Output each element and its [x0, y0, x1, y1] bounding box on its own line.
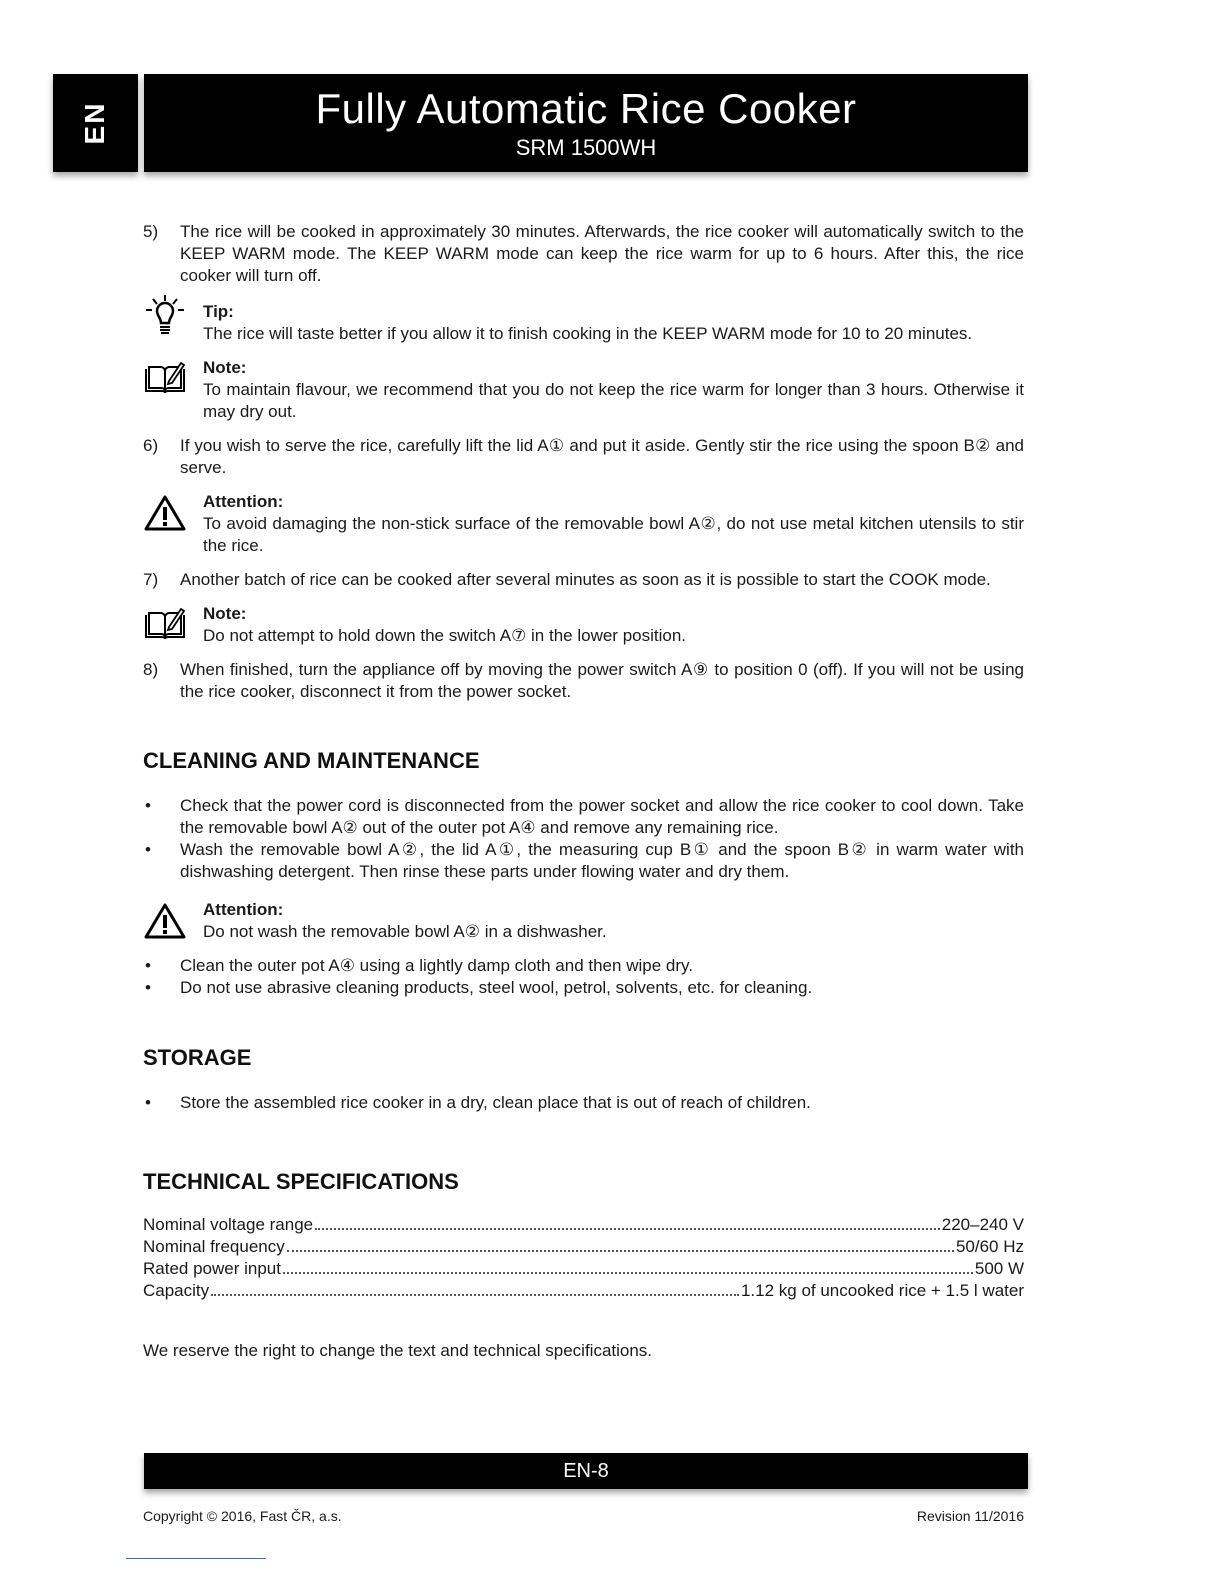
list-item [143, 795, 1024, 839]
note-text: Do not attempt to hold down the switch A⑦ in the lower position. [203, 626, 687, 645]
list-item-text: Do not use abrasive cleaning products, steel wool, petrol, solvents, etc. for cleaning. [180, 978, 813, 997]
list-item [143, 977, 1024, 999]
warning-icon [143, 899, 187, 943]
attention-text: To avoid damaging the non-stick surface of the removable bowl A②, do not use metal kitchen utensils to stir the rice. [203, 514, 1024, 555]
spec-label: Capacity [143, 1281, 210, 1300]
specs-heading: TECHNICAL SPECIFICATIONS [143, 1169, 459, 1194]
spec-value: 220–240 V [941, 1215, 1024, 1234]
page-number: EN-8 [563, 1460, 609, 1482]
language-label: EN [79, 101, 110, 145]
open-book-icon [143, 357, 187, 401]
step-6 [143, 435, 1024, 479]
tip-callout [143, 301, 1024, 345]
divider [126, 1558, 266, 1559]
spec-value: 500 W [974, 1259, 1024, 1278]
bullet-icon: • [145, 796, 151, 815]
step-number: 6) [143, 436, 159, 455]
bullet-icon: • [145, 978, 151, 997]
step-number: 7) [143, 570, 159, 589]
tip-label: Tip: [203, 302, 234, 321]
bullet-icon: • [145, 956, 151, 975]
spec-row [143, 1280, 1024, 1302]
disclaimer: We reserve the right to change the text and technical specifications. [143, 1341, 653, 1360]
list-item-text: Check that the power cord is disconnected from the power socket and allow the rice cooker to cool down. Take the removable bowl A② out of the outer pot A④ and remove any remaining rice. [180, 796, 1024, 837]
step-text: The rice will be cooked in approximately 30 minutes. Afterwards, the rice cooker will automatically switch to the KEEP WARM mode. The KEEP WARM mode can keep the rice warm for up to 6 hours. After this, the rice cooker will turn off. [180, 222, 1024, 285]
spec-row [143, 1236, 1024, 1258]
step-number: 5) [143, 222, 159, 241]
warning-icon [143, 491, 187, 535]
attention-label: Attention: [203, 900, 284, 919]
step-number: 8) [143, 660, 159, 679]
tip-text: The rice will taste better if you allow it to finish cooking in the KEEP WARM mode for 10 to 20 minutes. [203, 324, 973, 343]
list-item [143, 839, 1024, 883]
step-text: When finished, turn the appliance off by moving the power switch A⑨ to position 0 (off). If you will not be using the rice cooker, disconnect it from the power socket. [180, 660, 1024, 701]
step-8 [143, 659, 1024, 703]
dot-leader [211, 1294, 739, 1296]
list-item-text: Clean the outer pot A④ using a lightly damp cloth and then wipe dry. [180, 956, 693, 975]
specs-table [143, 1214, 1024, 1302]
note-callout [143, 603, 1024, 647]
revision: Revision 11/2016 [916, 1508, 1024, 1524]
note-label: Note: [203, 358, 247, 377]
page-number-bar [144, 1453, 1028, 1489]
step-7 [143, 569, 1024, 591]
bullet-icon: • [145, 1093, 151, 1112]
note-text: To maintain flavour, we recommend that you do not keep the rice warm for longer than 3 hours. Otherwise it may dry out. [203, 380, 1024, 421]
spec-label: Rated power input [143, 1259, 281, 1278]
storage-heading: STORAGE [143, 1045, 252, 1070]
attention-callout [143, 899, 1024, 943]
attention-label: Attention: [203, 492, 284, 511]
step-text: If you wish to serve the rice, carefully lift the lid A① and put it aside. Gently stir the rice using the spoon B② and serve. [180, 436, 1024, 477]
bullet-icon: • [145, 840, 151, 859]
list-item [143, 955, 1024, 977]
manual-content [143, 221, 1024, 1362]
dot-leader [283, 1272, 973, 1274]
title-banner [144, 74, 1028, 172]
step-5 [143, 221, 1024, 287]
cleaning-heading: CLEANING AND MAINTENANCE [143, 748, 480, 773]
copyright: Copyright © 2016, Fast ČR, a.s. [143, 1508, 342, 1524]
model-number: SRM 1500WH [515, 135, 657, 160]
spec-label: Nominal frequency [143, 1237, 285, 1256]
open-book-icon [143, 603, 187, 647]
list-item-text: Store the assembled rice cooker in a dry, clean place that is out of reach of children. [180, 1093, 811, 1112]
spec-value: 1.12 kg of uncooked rice + 1.5 l water [740, 1281, 1024, 1300]
attention-callout [143, 491, 1024, 557]
spec-label: Nominal voltage range [143, 1215, 314, 1234]
dot-leader [315, 1228, 940, 1230]
spec-value: 50/60 Hz [955, 1237, 1024, 1256]
list-item [143, 1092, 1024, 1114]
list-item-text: Wash the removable bowl A②, the lid A①, the measuring cup B① and the spoon B② in warm water with dishwashing detergent. Then rinse these parts under flowing water and dry them. [180, 840, 1024, 881]
note-callout [143, 357, 1024, 423]
attention-text: Do not wash the removable bowl A② in a dishwasher. [203, 922, 607, 941]
language-tab [53, 74, 138, 172]
dot-leader [287, 1250, 954, 1252]
lightbulb-icon [143, 293, 187, 337]
spec-row [143, 1214, 1024, 1236]
spec-row [143, 1258, 1024, 1280]
page-title: Fully Automatic Rice Cooker [315, 85, 857, 132]
note-label: Note: [203, 604, 247, 623]
step-text: Another batch of rice can be cooked after several minutes as soon as it is possible to start the COOK mode. [180, 570, 991, 589]
